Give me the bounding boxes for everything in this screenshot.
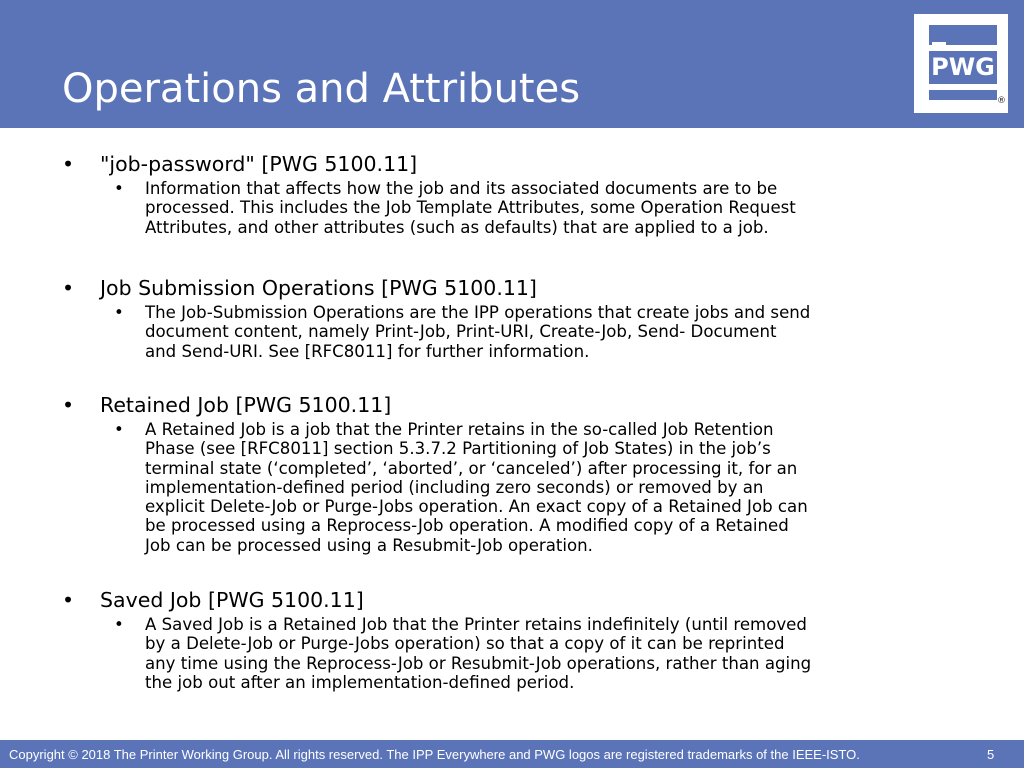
- sub-bullet-line: explicit Delete-Job or Purge-Jobs operation. An exact copy of a Retained Job can: [145, 497, 808, 517]
- bullet-heading-text: Saved Job [PWG 5100.11]: [100, 588, 364, 612]
- bullet-heading: [62, 152, 962, 176]
- sub-bullet-line: any time using the Reprocess-Job or Resubmit-Job operations, rather than aging: [145, 653, 812, 673]
- bullet-item: [62, 588, 962, 692]
- sub-bullet-line: The Job-Submission Operations are the IPP operations that create jobs and send: [145, 303, 811, 322]
- sub-bullet-line: the job out after an implementation-defined period.: [145, 672, 575, 692]
- bullet-icon: •: [62, 588, 75, 612]
- bullet-heading-text: Retained Job [PWG 5100.11]: [100, 393, 392, 417]
- bullet-item: [62, 393, 962, 555]
- sub-bullet-line: Phase (see [RFC8011] section 5.3.7.2 Partitioning of Job States) in the job’s: [145, 439, 771, 459]
- sub-bullet-line: A Saved Job is a Retained Job that the Printer retains indefinitely (until removed: [145, 615, 807, 634]
- sub-bullet: [114, 303, 975, 361]
- sub-bullet-line: implementation-defined period (including zero seconds) or removed by an: [145, 477, 764, 497]
- sub-bullet-line: Attributes, and other attributes (such as defaults) that are applied to a job.: [145, 217, 769, 237]
- slide-title: Operations and Attributes: [62, 66, 581, 112]
- bullet-icon: •: [62, 276, 75, 300]
- bullet-icon: •: [114, 179, 124, 198]
- sub-bullet-line: processed. This includes the Job Template Attributes, some Operation Request: [145, 198, 796, 218]
- bullet-icon: •: [114, 303, 124, 322]
- bullet-icon: •: [62, 152, 75, 176]
- sub-bullet-line: Job can be processed using a Resubmit-Job operation.: [145, 535, 593, 555]
- sub-bullet-line: document content, namely Print-Job, Print-URI, Create-Job, Send- Document: [145, 322, 777, 342]
- sub-bullet: [114, 420, 975, 555]
- sub-bullet: [114, 615, 975, 692]
- bullet-icon: •: [114, 615, 124, 634]
- bullet-heading: [62, 276, 962, 300]
- sub-bullet-line: Information that affects how the job and its associated documents are to be: [145, 179, 778, 198]
- sub-bullet: [114, 179, 975, 237]
- sub-bullet-line: be processed using a Reprocess-Job operation. A modified copy of a Retained: [145, 516, 789, 536]
- sub-bullet-line: and Send-URI. See [RFC8011] for further information.: [145, 341, 590, 361]
- copyright-notice: Copyright © 2018 The Printer Working Group. All rights reserved. The IPP Everywhere and PWG logos are registered trademarks of the IEEE-ISTO.: [9, 747, 860, 762]
- sub-bullet-line: A Retained Job is a job that the Printer retains in the so-called Job Retention: [145, 420, 774, 439]
- bullet-item: [62, 152, 962, 237]
- bullet-heading-text: "job-password" [PWG 5100.11]: [100, 152, 418, 176]
- bullet-heading: [62, 588, 962, 612]
- sub-bullet-line: terminal state (‘completed’, ‘aborted’, or ‘canceled’) after processing it, for an: [145, 458, 798, 478]
- registered-mark: ®: [997, 96, 1006, 106]
- logo-text: PWG: [931, 53, 995, 81]
- sub-bullet-line: by a Delete-Job or Purge-Jobs operation) so that a copy of it can be reprinted: [145, 634, 785, 654]
- bullet-icon: •: [62, 393, 75, 417]
- page-number: 5: [987, 747, 995, 762]
- bullet-icon: •: [114, 420, 124, 439]
- bullet-item: [62, 276, 962, 361]
- slide-footer: [0, 740, 1024, 768]
- bullet-heading-text: Job Submission Operations [PWG 5100.11]: [100, 276, 537, 300]
- bullet-heading: [62, 393, 962, 417]
